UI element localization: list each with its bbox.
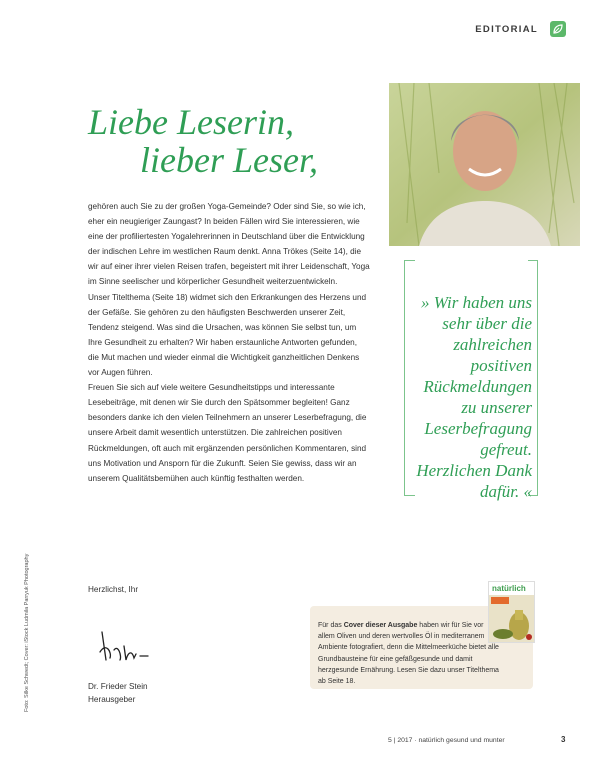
editorial-headline	[88, 103, 318, 179]
page-number: 3	[561, 735, 566, 744]
cover-note-text	[318, 620, 500, 687]
pull-quote: » Wir haben uns sehr über die zahlreichen positiven Rückmeldungen zu unserer Leserbefragung gefreut. Herzlichen Dank dafür. «	[416, 293, 532, 501]
body-paragraph: gehören auch Sie zu der großen Yoga-Gemeinde? Oder sind Sie, so wie ich, eher ein neugieriger Zaungast? In beiden Fällen wird Sie interessieren, wie eine der profiliertesten Yogalehrerinnen in Deutschland über die Entwicklung der indischen Lehre im westlichen Raum denkt. Anna Trökes (Seite 14), die wir auf einer ihrer vielen Reisen trafen, begeistert mit ihrer Leidenschaft, Yoga im Sinne seelischer und körperlicher Gesundheit weiterzuentwickeln.	[88, 202, 370, 287]
handwritten-signature	[96, 622, 176, 672]
body-paragraph: Unser Titelthema (Seite 18) widmet sich den Erkrankungen des Herzens und der Gefäße. Sie gehören zu den häufigsten Beschwerden unserer Zeit, Tendenz steigend. Was sind die Ursachen, was können Sie selbst tun, um Ihre Gesundheit zu erhalten? Wir haben erstaunliche Antworten gefunden, die Mut machen und wieder einmal die Wichtigkeit ganzheitlichen Denkens vor Augen führen.	[88, 292, 367, 378]
author-portrait-photo	[389, 83, 580, 246]
cover-note-lead: Für das	[318, 622, 344, 629]
signer-name: Dr. Frieder Stein	[88, 682, 148, 691]
footer-issue-line: 5 | 2017 · natürlich gesund und munter	[388, 737, 505, 744]
magazine-title: natürlich	[492, 584, 526, 593]
closing-greeting: Herzlichst, Ihr	[88, 585, 139, 594]
cover-note-rest: haben wir für Sie vor allem Oliven und deren wertvolles Öl in mediterranem Ambiente fotografiert, denn die Mittelmeerküche bietet alle Grundbausteine für eine gefäßgesunde und damit herzgesunde Ernährung. Lesen Sie dazu unser Titelthema ab Seite 18.	[318, 622, 499, 686]
signer-block	[88, 680, 148, 706]
signer-role: Herausgeber	[88, 695, 136, 704]
photo-credit: Foto: Silke Schwedt; Cover: iStock Ludmila Parryuk Photography	[24, 553, 30, 712]
cover-note-highlight: Cover dieser Ausgabe	[343, 622, 418, 629]
headline-line-2: lieber Leser,	[140, 140, 318, 180]
leaf-icon	[550, 21, 566, 37]
body-paragraph: Freuen Sie sich auf viele weitere Gesundheitstipps und interessante Lesebeiträge, mit denen wir Sie durch den Spätsommer begleiten! Ganz besonders danke ich den vielen Teilnehmern an unserer Leserbefragung, die unsere Arbeit damit wesentlich unterstützen. Die zahlreichen positiven Rückmeldungen, oft auch mit ergänzenden persönlichen Kommentaren, sind uns Motivation und Ansporn für die Zukunft. Seien Sie gewiss, dass wir an unserem Qualitätsbemühen auch künftig festhalten werden.	[88, 383, 367, 483]
magazine-cover-thumbnail	[488, 581, 535, 643]
headline-line-1: Liebe Leserin,	[88, 102, 294, 142]
section-label: EDITORIAL	[475, 24, 538, 35]
editorial-body	[88, 199, 370, 486]
